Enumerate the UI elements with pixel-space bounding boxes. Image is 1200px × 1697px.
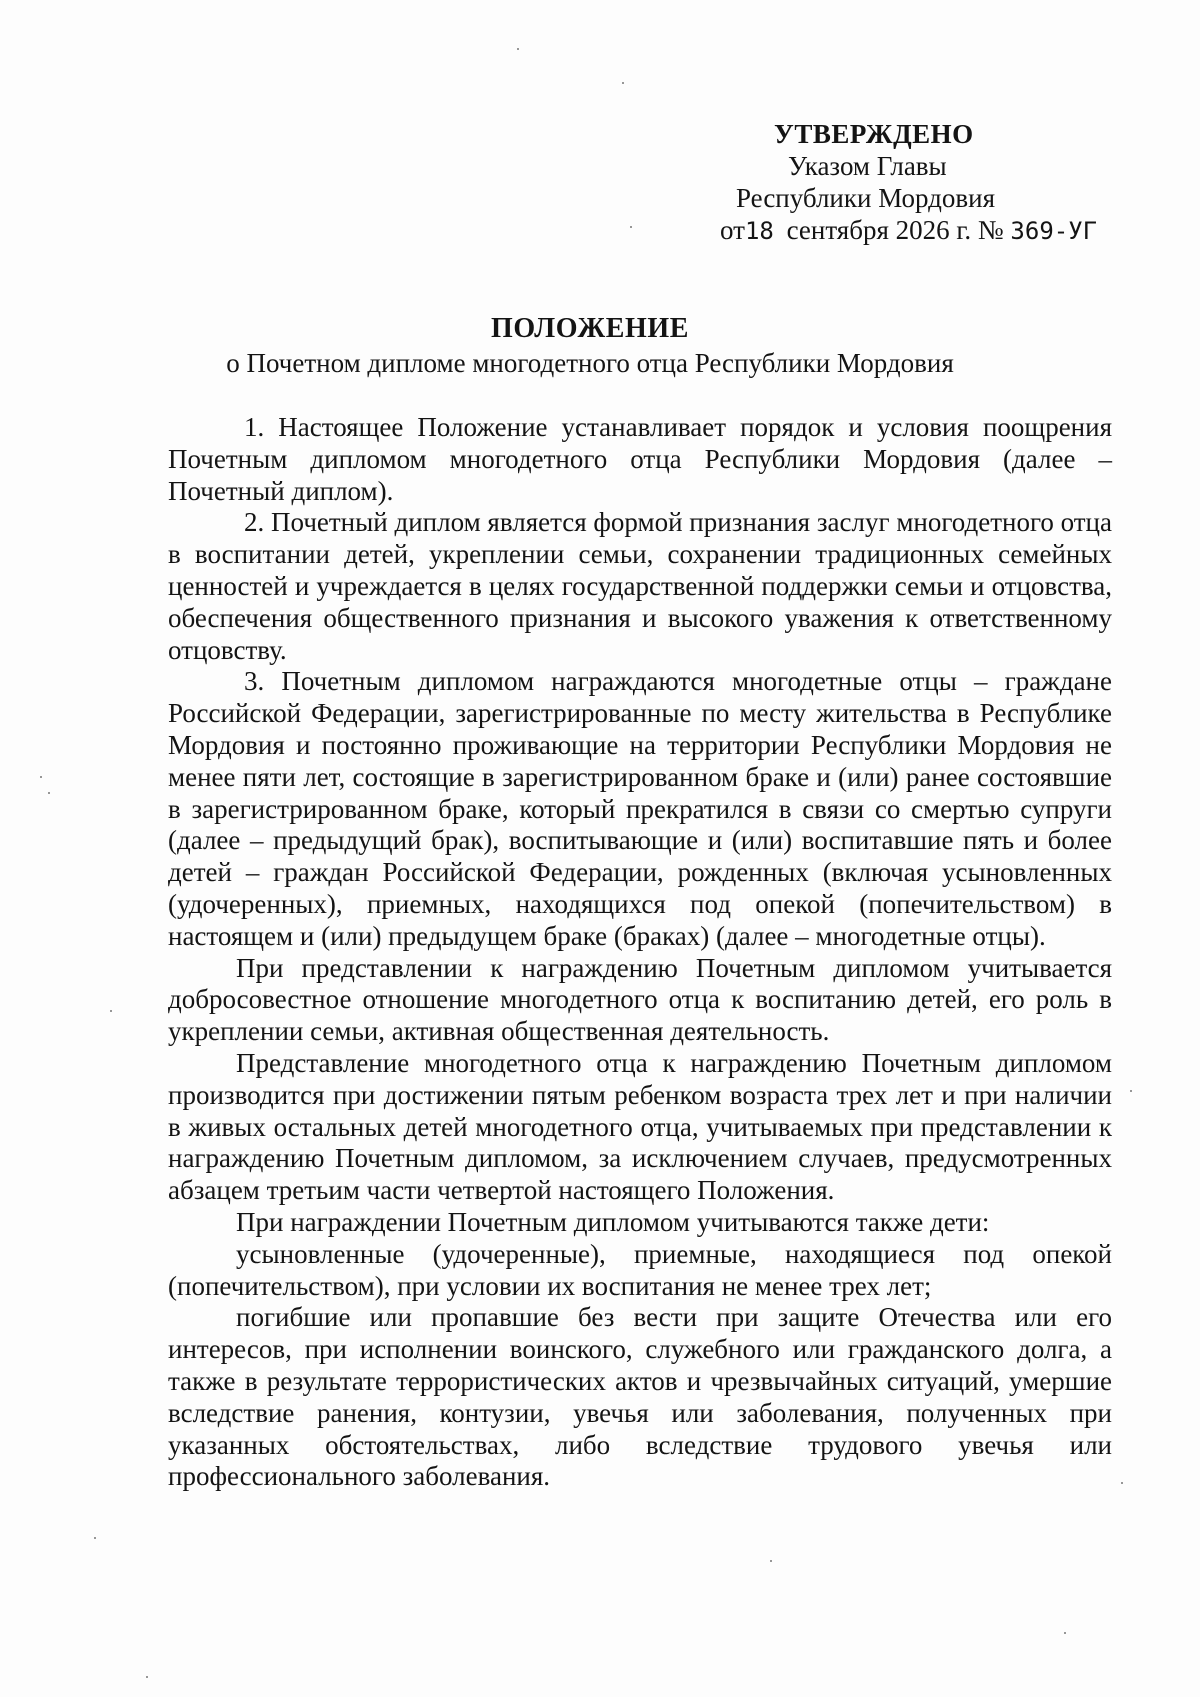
paragraph: При награждении Почетным дипломом учитываются также дети:: [236, 1206, 990, 1237]
paragraph: При представлении к награждению Почетным дипломом учитывается добросовестное отношение многодетного отца к воспитанию детей, его роль в укреплении семьи, активная общественная деятельность.: [168, 952, 1112, 1047]
scan-speck: [622, 82, 624, 84]
paragraph: усыновленные (удочеренные), приемные, находящиеся под опекой (попечительством), при условии их воспитания не менее трех лет;: [168, 1238, 1112, 1301]
paragraph: 2. Почетный диплом является формой признания заслуг многодетного отца в воспитании детей, укреплении семьи, сохранении традиционных семейных ценностей и учреждается в целях государственной поддержки семьи и отцовства, обеспечения общественного признания и высокого уважения к ответственному отцовству.: [168, 507, 1112, 665]
document-subtitle: о Почетном дипломе многодетного отца Республики Мордовия: [226, 348, 954, 378]
document-body: [168, 412, 1112, 1493]
decree-number: 369-УГ: [1010, 217, 1098, 245]
date-day: 18: [744, 217, 774, 245]
date-line: [690, 214, 1130, 247]
scan-speck: [630, 226, 632, 228]
paragraph: 3. Почетным дипломом награждаются многодетные отцы – граждане Российской Федерации, зарегистрированные по месту жительства в Республике Мордовия и постоянно проживающие на территории Республики Мордовия не менее пяти лет, состоящие в зарегистрированном браке и (или) ранее состоявшие в зарегистрированном браке, который прекратился в связи со смертью супруги (далее – предыдущий брак), воспитывающие и (или) воспитавшие пять и более детей – граждан Российской Федерации, рожденных (включая усыновленных (удочеренных), приемных, находящихся под опекой (попечительством) в настоящем и (или) предыдущем браке (браках) (далее – многодетные отцы).: [168, 666, 1112, 951]
document-title: ПОЛОЖЕНИЕ: [490, 313, 690, 344]
paragraph: погибшие или пропавшие без вести при защите Отечества или его интересов, при исполнении воинского, служебного или гражданского долга, а также в результате террористических актов и чрезвычайных ситуаций, умершие вследствие ранения, контузии, увечья или заболевания, полученных при указанных обстоятельствах, либо вследствие трудового увечья или профессионального заболевания.: [168, 1302, 1112, 1492]
republic-line: Республики Мордовия: [736, 183, 996, 213]
title-block: [120, 312, 1060, 380]
scan-speck: [110, 1010, 112, 1012]
date-prefix: от: [720, 215, 745, 245]
scan-speck: [517, 48, 519, 50]
paragraph: 1. Настоящее Положение устанавливает порядок и условия поощрения Почетным дипломом многодетного отца Республики Мордовия (далее – Почетный диплом).: [168, 412, 1112, 506]
scan-speck: [146, 1676, 148, 1678]
scan-speck: [48, 792, 50, 794]
scan-speck: [1121, 1482, 1123, 1484]
scan-speck: [40, 776, 42, 778]
decree-line: Указом Главы: [788, 151, 947, 181]
scan-speck: [770, 1560, 772, 1562]
scan-speck: [94, 1537, 96, 1539]
approval-block: [690, 118, 1130, 247]
date-rest: сентября 2026 г. №: [786, 215, 1004, 245]
paragraph: Представление многодетного отца к награждению Почетным дипломом производится при достижении пятым ребенком возраста трех лет и при наличии в живых остальных детей многодетного отца, учитываемых при представлении к награждению Почетным дипломом, за исключением случаев, предусмотренных абзацем третьим части четвертой настоящего Положения.: [168, 1047, 1112, 1206]
scan-speck: [1064, 1632, 1066, 1634]
approved-label: УТВЕРЖДЕНО: [774, 119, 974, 149]
scan-speck: [1130, 1090, 1132, 1092]
